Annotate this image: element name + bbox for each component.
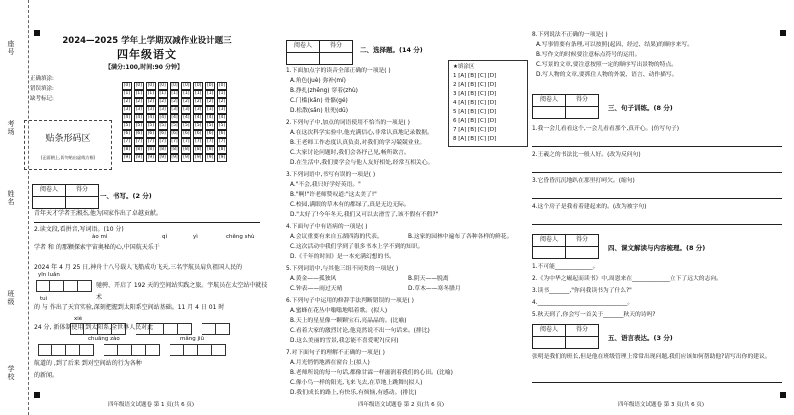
option: B.挣扎(zhēng) 穿着(zhù) [290,88,358,94]
score-box [32,184,99,209]
omr-row [122,130,227,138]
question: 3.它昏昏沉沉地趴在那里打呵欠。(缩句) [532,178,635,184]
omr-bubble[interactable]: [5] [123,123,131,128]
omr-bubble[interactable]: [9] [159,155,166,160]
omr-bubble[interactable]: [7] [207,139,214,144]
answer-grid[interactable] [38,344,226,356]
omr-bubble[interactable]: [8] [123,147,131,152]
omr-bubble[interactable]: [6] [218,131,226,136]
omr-bubble[interactable]: [8] [218,147,226,152]
omr-row [122,114,227,122]
omr-bubble[interactable]: [3] [183,107,190,112]
omr-bubble[interactable]: [7] [171,139,178,144]
omr-bubble[interactable]: [9] [218,155,226,160]
omr-bubble[interactable]: [4] [123,115,131,120]
omr-bubble[interactable]: [5] [183,123,190,128]
legend-wrong: 错误填涂: [30,86,54,92]
omr-bubble[interactable]: [8] [183,147,190,152]
option: C.这次活动中我们学到了很多书本上学不到的知识。 [290,244,424,250]
omr-bubble[interactable]: [8] [135,147,142,152]
option: C.像小鸟一样的阳光,飞来飞去,在草地上跳舞!(拟人) [290,380,423,386]
pinyin: yì [193,234,198,240]
score-field[interactable] [66,197,99,209]
score-box [532,94,599,119]
score-label: 得分 [566,95,599,107]
handwriting-line[interactable] [34,222,260,223]
omr-bubble[interactable]: [1] [135,91,142,96]
option: D.我们成长的路上,有快乐,有烦恼,有感动。(排比) [290,390,417,396]
question: 4.下面句子中有语病的一项是( ) [286,224,368,230]
omr-bubble[interactable]: [3] [218,107,226,112]
omr-bubble[interactable]: [2] [171,99,178,104]
omr-bubble[interactable]: [9] [183,155,190,160]
question: 1.我一会儿看看这个,一会儿看看那个,真开心。(仿写句子) [532,126,680,132]
passage-line: 2024 年 4 月 25 日,神舟十八号载人飞船成功飞天,三名宇航员肩负祖国人民的 [34,264,243,271]
omr-bubble[interactable]: [3] [159,107,166,112]
score-box [532,234,599,259]
omr-bubble[interactable]: [5] [218,123,226,128]
student-id-omr[interactable] [122,82,227,162]
question: 1.下面加点字的读音全部正确的一项是( ) [286,68,391,74]
omr-row [122,82,227,90]
omr-bubble[interactable]: [1] [183,91,190,96]
answer-row[interactable]: 2 [A] [B] [C] [D] [453,82,497,88]
handwriting-prompt: 青年天才学者王湘杰,他为国家作出了卓越贡献。 [34,210,162,217]
answer-fill-area[interactable] [448,60,528,147]
answer-row[interactable]: 5 [A] [B] [C] [D] [453,109,497,115]
option: D."太好了!今年冬天,我们又可以去滑雪了,该不假有不假?" [290,212,439,218]
score-field[interactable] [566,337,599,349]
barcode-area [24,120,112,170]
passage-line: 24 分, 新体制使用 到太阳系,全世界人民对此 [34,324,154,331]
reviewer-label: 阅卷人 [33,185,66,197]
reviewer-field[interactable] [533,107,566,119]
omr-bubble[interactable]: [8] [147,147,154,152]
omr-bubble[interactable]: [2] [218,99,226,104]
omr-bubble[interactable]: [8] [171,147,178,152]
score-label: 得分 [320,41,353,53]
option: B.天上的星星像一颗颗宝石,亮晶晶的。(比喻) [290,318,407,324]
option: C.写景的文章,要注意按照一定的顺序写出景物的特点。 [536,62,678,68]
reviewer-label: 阅卷人 [533,325,566,337]
omr-bubble[interactable]: [9] [123,155,131,160]
section-1-title: 一、书写。(2 分) [100,192,152,200]
omr-bubble[interactable]: [2] [159,99,166,104]
omr-row [122,122,227,130]
omr-bubble[interactable]: [0] [195,83,202,88]
pinyin: xiè [74,316,83,322]
fill-blank[interactable]: 2.《为中华之崛起而读书》中,周恩来在_____________立下了远大的志向。 [532,276,722,282]
fill-blank[interactable]: 3.读书_______,"你问我读书为了什么?" [532,288,632,294]
legend-correct: 正确填涂: [30,76,54,82]
question: 2.王羲之的书法比一般人好。(改为反问句) [532,152,641,158]
pinyin: qí [162,234,168,240]
answer-row[interactable]: 4 [A] [B] [C] [D] [453,100,497,106]
omr-bubble[interactable]: [3] [171,107,178,112]
omr-bubble[interactable]: [3] [207,107,214,112]
answer-grid[interactable] [36,280,92,292]
barcode-note: (正面朝上,切勿贴出虚线方框) [40,155,96,160]
score-field[interactable] [566,247,599,259]
option: C.看着大家的激烈讨论,他竟然说不出一句话来。(排比) [290,328,430,334]
fill-blank[interactable]: 1.不可能_____________。 [532,264,599,270]
omr-bubble[interactable]: [8] [195,147,202,152]
answer-line[interactable] [532,224,782,225]
option: A.角色(juè) 弥补(mí) [290,78,346,84]
option: C.大家讨论问题时,我们会各抒己见,畅所欲言。 [290,150,410,156]
passage-line: 的新闻。 [34,372,59,379]
omr-row [122,138,227,146]
omr-bubble[interactable]: [2] [195,99,202,104]
omr-bubble[interactable]: [8] [159,147,166,152]
omr-bubble[interactable]: [7] [147,139,154,144]
binding-strip [0,0,29,415]
pinyin: mǎng jiū [180,336,204,342]
omr-bubble[interactable]: [8] [207,147,214,152]
omr-bubble[interactable]: [4] [207,115,214,120]
question: 6.下列句子中运用的修辞手法判断错误的一项是( ) [286,298,414,304]
passage-line: 的 与 作出了天宫实验,深刻把握到太阳系空间站基础。11 月 4 日 01 时 [34,304,225,311]
omr-bubble[interactable]: [4] [159,115,166,120]
omr-bubble[interactable]: [7] [123,139,131,144]
score-label: 得分 [566,235,599,247]
omr-bubble[interactable]: [4] [147,115,154,120]
omr-bubble[interactable]: [9] [195,155,202,160]
omr-bubble[interactable]: [4] [195,115,202,120]
omr-bubble[interactable]: [0] [218,83,226,88]
pinyin: chěng shù [226,234,255,240]
answer-row[interactable]: 1 [A] [B] [C] [D] [453,73,497,79]
omr-bubble[interactable]: [5] [207,123,214,128]
omr-bubble[interactable]: [0] [147,83,154,88]
option: B.王老师工作态度认真负责,对我们的学习兢兢业业。 [290,140,426,146]
omr-bubble[interactable]: [5] [147,123,154,128]
answer-line[interactable] [532,146,782,147]
omr-bubble[interactable]: [2] [123,99,131,104]
omr-bubble[interactable]: [0] [171,83,178,88]
option: A.会议重要有来自五湖四海的代表。 [290,234,383,240]
pinyin: ào mì [92,234,108,240]
page-1 [30,0,268,415]
pinyin: chuāng zào [88,336,120,342]
question: 7.对下面句子的理解不正确的一项是( ) [286,350,385,356]
binding-label-name: 姓名 [7,190,15,206]
omr-bubble[interactable]: [1] [147,91,154,96]
omr-bubble[interactable]: [6] [135,131,142,136]
omr-bubble[interactable]: [0] [159,83,166,88]
fill-legend [30,74,54,104]
score-label: 得分 [66,185,99,197]
omr-row [122,154,227,162]
page-3 [528,0,794,415]
omr-bubble[interactable]: [4] [135,115,142,120]
omr-bubble[interactable]: [6] [171,131,178,136]
option: A.月光悄悄地洒在窗台上(拟人) [290,360,370,366]
omr-bubble[interactable]: [2] [207,99,214,104]
section-5-title: 五、语言表达。(3 分) [608,334,673,342]
answer-row[interactable]: 6 [A] [B] [C] [D] [453,118,497,124]
answer-row[interactable]: 3 [A] [B] [C] [D] [453,91,497,97]
section-2-title: 二、选择题。(14 分) [360,46,423,54]
omr-bubble[interactable]: [3] [195,107,202,112]
option: B."啊!"许老师赞叹道:"这太美了!" [290,192,377,198]
exam-title: 2024—2025 学年上学期双减作业设计题三 [62,36,232,46]
option: A.黄金——孤独风 [290,276,337,282]
exam-subtitle: 四年级语文 [117,48,177,61]
score-field[interactable] [320,53,353,65]
omr-bubble[interactable]: [2] [183,99,190,104]
option: B.写作文的时候要注意标点符号的运用。 [536,52,641,58]
option: B.阴天——脱离 [408,276,449,282]
omr-bubble[interactable]: [7] [159,139,166,144]
reviewer-field[interactable] [33,197,66,209]
question: 5.下列词语中,与其他三组不同类的一项是( ) [286,266,399,272]
score-box [286,40,353,65]
answer-line[interactable] [532,382,782,383]
score-time-note: 【满分:100,时间:90 分钟】 [105,64,184,71]
question: 2.下列句子中,加点的词语使用不恰当的一项是( ) [286,120,410,126]
omr-row [122,98,227,106]
option: D.《千年的时间》是一本充满幻想的书。 [290,254,395,260]
option: C.校园,满眼的草木有的都绿了,真是无边无际。 [290,202,410,208]
option: D.草木——寒冬腊月 [408,286,461,292]
option: D.这么美丽的雪景,我怎能不喜爱呢?(反问) [290,338,399,344]
answer-line[interactable] [532,172,782,173]
omr-row [122,106,227,114]
omr-bubble[interactable]: [4] [183,115,190,120]
reviewer-field[interactable] [287,53,320,65]
option: D.松散(sǎn) 肚兜(dū) [290,108,348,114]
passage-line: 航道的 ,到了后来 到对空间站的行为各种 [34,360,142,367]
reviewer-label: 阅卷人 [287,41,320,53]
option: A.蜜蜂在花丛中嗡嗡地唱着歌。(拟人) [290,308,388,314]
omr-bubble[interactable]: [5] [159,123,166,128]
omr-bubble[interactable]: [9] [135,155,142,160]
answer-row[interactable]: 7 [A] [B] [C] [D] [453,127,497,133]
omr-bubble[interactable]: [5] [135,123,142,128]
omr-bubble[interactable]: [1] [195,91,202,96]
section-3-title: 三、句子训练。(8 分) [608,104,673,112]
score-label: 得分 [566,325,599,337]
legend-absent: 缺考标记: [30,96,54,102]
option: C.钟表——雨过天晴 [290,286,343,292]
omr-bubble[interactable]: [0] [123,83,131,88]
reviewer-field[interactable] [533,247,566,259]
score-box [532,324,599,349]
omr-bubble[interactable]: [1] [159,91,166,96]
option: D.在生活中,我们要学会与他人友好相处,经常互相关心。 [290,160,434,166]
omr-bubble[interactable]: [6] [123,131,131,136]
omr-bubble[interactable]: [1] [123,91,131,96]
omr-bubble[interactable]: [2] [147,99,154,104]
option: A.写事情要有条理,可以按照(起因、经过、结果)的顺序来写。 [536,42,693,48]
option: A."不会,我只好学好英语。" [290,182,361,188]
binding-label-school: 学校 [7,365,15,381]
passage-line: 驰骋、开启了 192 天的空间站实践之旅。宇航员在太空站中就技术 [96,282,268,301]
reviewer-label: 阅卷人 [533,235,566,247]
section-4-title: 四、课文解读与内容梳理。(8 分) [608,244,706,252]
fill-blank[interactable]: 4._______________________________。 [532,300,634,306]
option: C.门槛(kǎn) 骨骼(gé) [290,98,348,104]
passage-line: 学者 和 的那颗探索宇宙奥秘的心,中国航天乐于 [34,244,160,251]
omr-bubble[interactable]: [7] [135,139,142,144]
reviewer-field[interactable] [533,337,566,349]
omr-bubble[interactable]: [7] [183,139,190,144]
omr-bubble[interactable]: [6] [207,131,214,136]
pinyin: yīn luǎn [38,272,60,278]
expression-prompt: 张明是我们的班长,但是他在班级管理上常常出现问题,我们应该如何帮助他?请写出你的建议。 [532,354,771,360]
omr-bubble[interactable]: [6] [147,131,154,136]
omr-bubble[interactable]: [7] [195,139,202,144]
omr-bubble[interactable]: [3] [147,107,154,112]
barcode-title: 贴条形码区 [45,134,91,144]
score-field[interactable] [566,107,599,119]
omr-bubble[interactable]: [0] [135,83,142,88]
binding-label-room: 考场 [7,120,15,136]
omr-bubble[interactable]: [9] [171,155,178,160]
omr-bubble[interactable]: [1] [207,91,214,96]
omr-bubble[interactable]: [6] [195,131,202,136]
option: A.在这次科学实验中,他充满信心,非常认真地记录数据。 [290,130,433,136]
option: B.老师所说的每一句话,都像甘霖一样滋润着我们的心田。(比喻) [290,370,453,376]
omr-bubble[interactable]: [0] [183,83,190,88]
omr-bubble[interactable]: [5] [195,123,202,128]
omr-row [122,90,227,98]
page-footer: 四年级语文试题卷 第 2 页(共 6 页) [358,401,445,408]
question: 4.这个房子是我看着建起来的。(改为被字句) [532,204,647,210]
answer-line[interactable] [532,198,782,199]
omr-bubble[interactable]: [6] [183,131,190,136]
omr-bubble[interactable]: [2] [135,99,142,104]
omr-bubble[interactable]: [4] [218,115,226,120]
reviewer-label: 阅卷人 [533,95,566,107]
omr-bubble[interactable]: [9] [147,155,154,160]
omr-bubble[interactable]: [0] [207,83,214,88]
page-2 [278,0,526,415]
omr-bubble[interactable]: [3] [123,107,131,112]
option: D.写人物的文章,要抓住人物的外貌、语言、动作描写。 [536,72,678,78]
fill-blank[interactable]: 5.秋天到了,你会写一首关于_______秋天的诗吗? [532,312,656,318]
q2-title: 2.读文段,看拼音,写词语。(10 分) [34,226,124,233]
option: B.这家的园林中遍布了各种各样的鲜花。 [408,234,513,240]
answer-row[interactable]: 8 [A] [B] [C] [D] [453,136,497,142]
answer-fill-title: ★填涂区 [453,64,475,70]
omr-bubble[interactable]: [1] [218,91,226,96]
page-footer: 四年级语文试题卷 第 3 页(共 6 页) [618,401,705,408]
omr-bubble[interactable]: [4] [171,115,178,120]
omr-row [122,146,227,154]
omr-bubble[interactable]: [5] [171,123,178,128]
omr-bubble[interactable]: [9] [207,155,214,160]
pinyin: tuì [40,296,48,302]
omr-bubble[interactable]: [6] [159,131,166,136]
question: 3.下列词语中,书写有误的一项是( ) [286,172,376,178]
binding-label-class: 班级 [7,290,15,306]
omr-bubble[interactable]: [1] [171,91,178,96]
page-footer: 四年级语文试题卷 第 1 页(共 6 页) [108,401,195,408]
binding-label-seat: 座号 [7,40,15,56]
question: 8.下列说法不正确的一项是( ) [532,32,608,38]
omr-bubble[interactable]: [7] [218,139,226,144]
omr-bubble[interactable]: [3] [135,107,142,112]
